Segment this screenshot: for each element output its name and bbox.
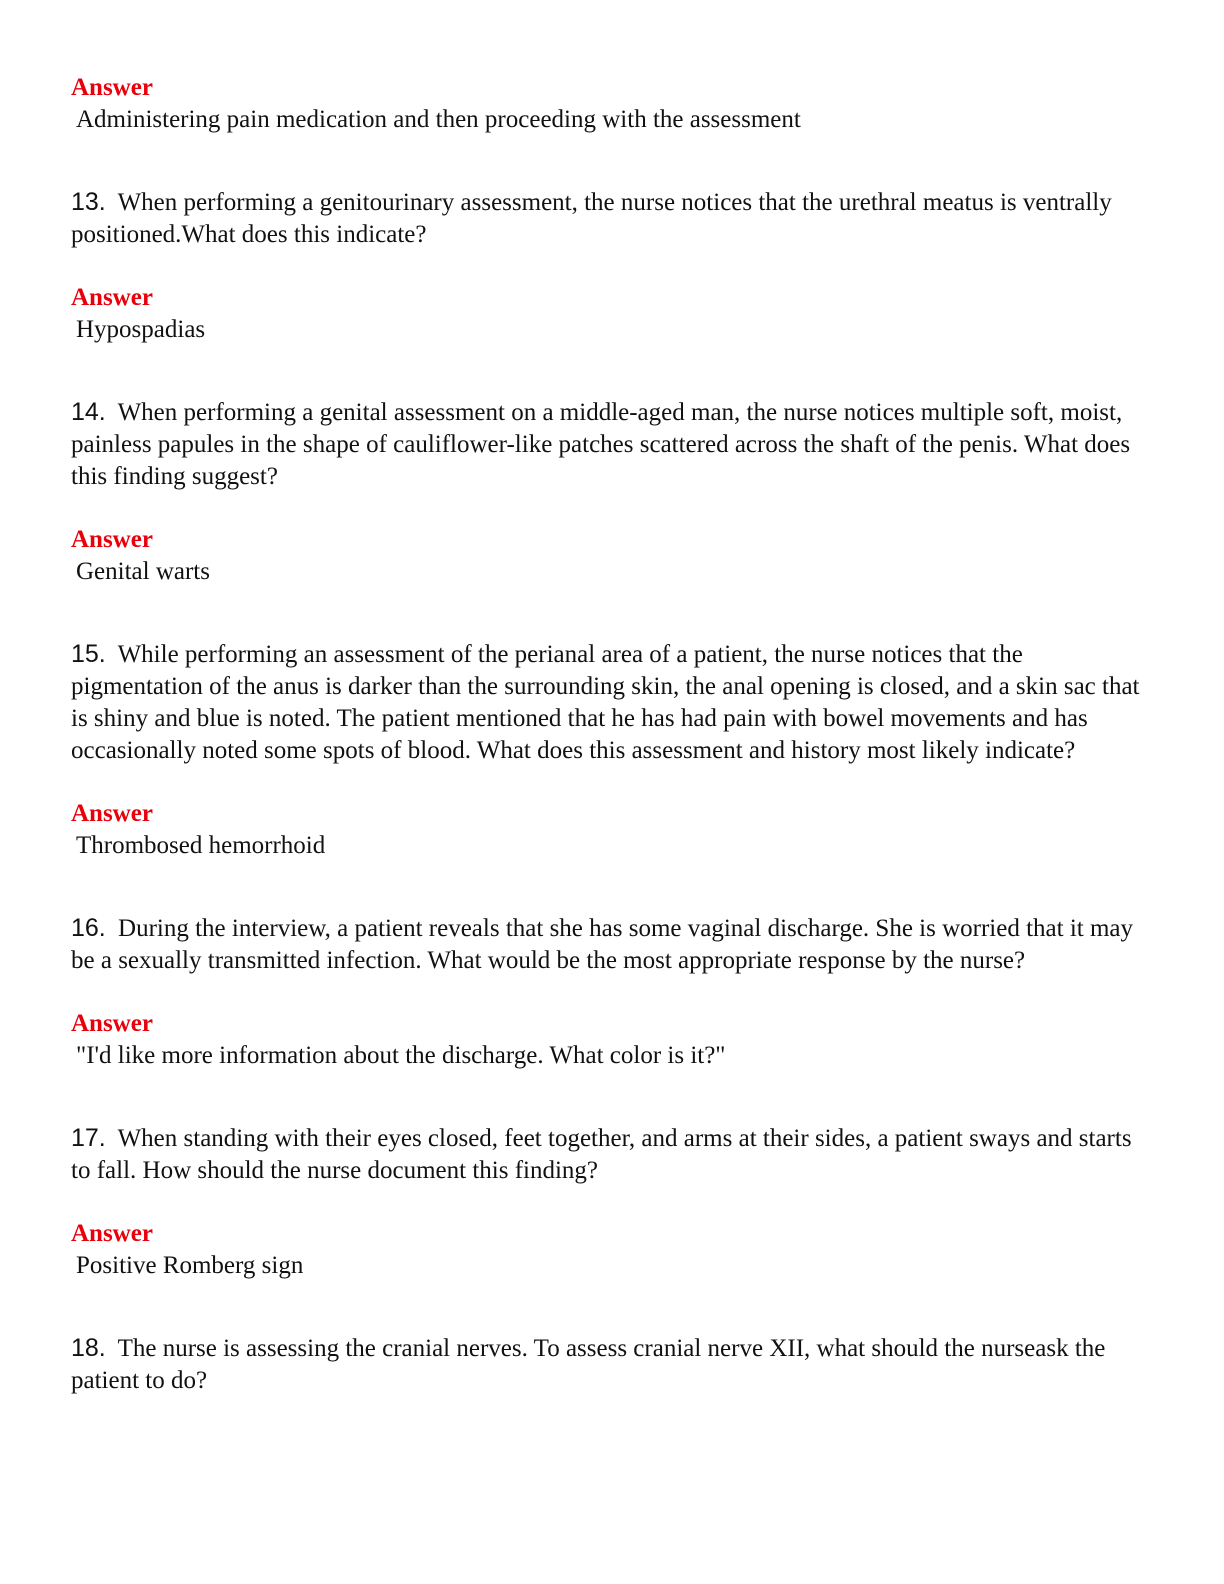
question-18: [71, 1332, 1151, 1397]
question-16: [71, 912, 1151, 977]
question-14: [71, 396, 1151, 493]
question-number: 14.: [71, 398, 106, 426]
question-text: When standing with their eyes closed, feet together, and arms at their sides, a patient sways and starts to fall. How should the nurse document this finding?: [71, 1125, 1132, 1184]
question-number: 16.: [71, 914, 106, 942]
question-15: [71, 638, 1151, 767]
question-text: During the interview, a patient reveals that she has some vaginal discharge. She is worried that it may be a sexually transmitted infection. What would be the most appropriate response by the nurse?: [71, 915, 1134, 974]
answer-text: Positive Romberg sign: [76, 1252, 304, 1279]
answer-text: Genital warts: [76, 558, 210, 585]
question-number: 17.: [71, 1124, 106, 1152]
answer-label: Answer: [71, 800, 153, 827]
answer-label: Answer: [71, 1010, 153, 1037]
question-17: [71, 1122, 1151, 1187]
answer-label: Answer: [71, 74, 153, 101]
answer-label: Answer: [71, 284, 153, 311]
question-text: When performing a genitourinary assessment, the nurse notices that the urethral meatus is ventrally positioned.What does this indicate?: [71, 189, 1112, 248]
answer-text: Hypospadias: [76, 316, 206, 343]
answer-text: "I'd like more information about the discharge. What color is it?": [76, 1042, 726, 1069]
question-number: 13.: [71, 188, 106, 216]
answer-text: Administering pain medication and then proceeding with the assessment: [76, 106, 801, 133]
question-text: While performing an assessment of the perianal area of a patient, the nurse notices that the pigmentation of the anus is darker than the surrounding skin, the anal opening is closed, and a skin sac that is shiny and blue is noted. The patient mentioned that he has had pain with bowel movements and has occasionally noted some spots of blood. What does this assessment and history most likely indicate?: [71, 641, 1140, 764]
document-page: [71, 72, 1151, 1397]
answer-label: Answer: [71, 1220, 153, 1247]
answer-text: Thrombosed hemorrhoid: [76, 832, 326, 859]
question-number: 15.: [71, 640, 106, 668]
question-text: The nurse is assessing the cranial nerves. To assess cranial nerve XII, what should the nurseask the patient to do?: [71, 1335, 1106, 1394]
question-text: When performing a genital assessment on a middle-aged man, the nurse notices multiple soft, moist, painless papules in the shape of cauliflower-like patches scattered across the shaft of the penis. What does this finding suggest?: [71, 399, 1131, 490]
question-number: 18.: [71, 1334, 106, 1362]
question-13: [71, 186, 1151, 251]
answer-label: Answer: [71, 526, 153, 553]
